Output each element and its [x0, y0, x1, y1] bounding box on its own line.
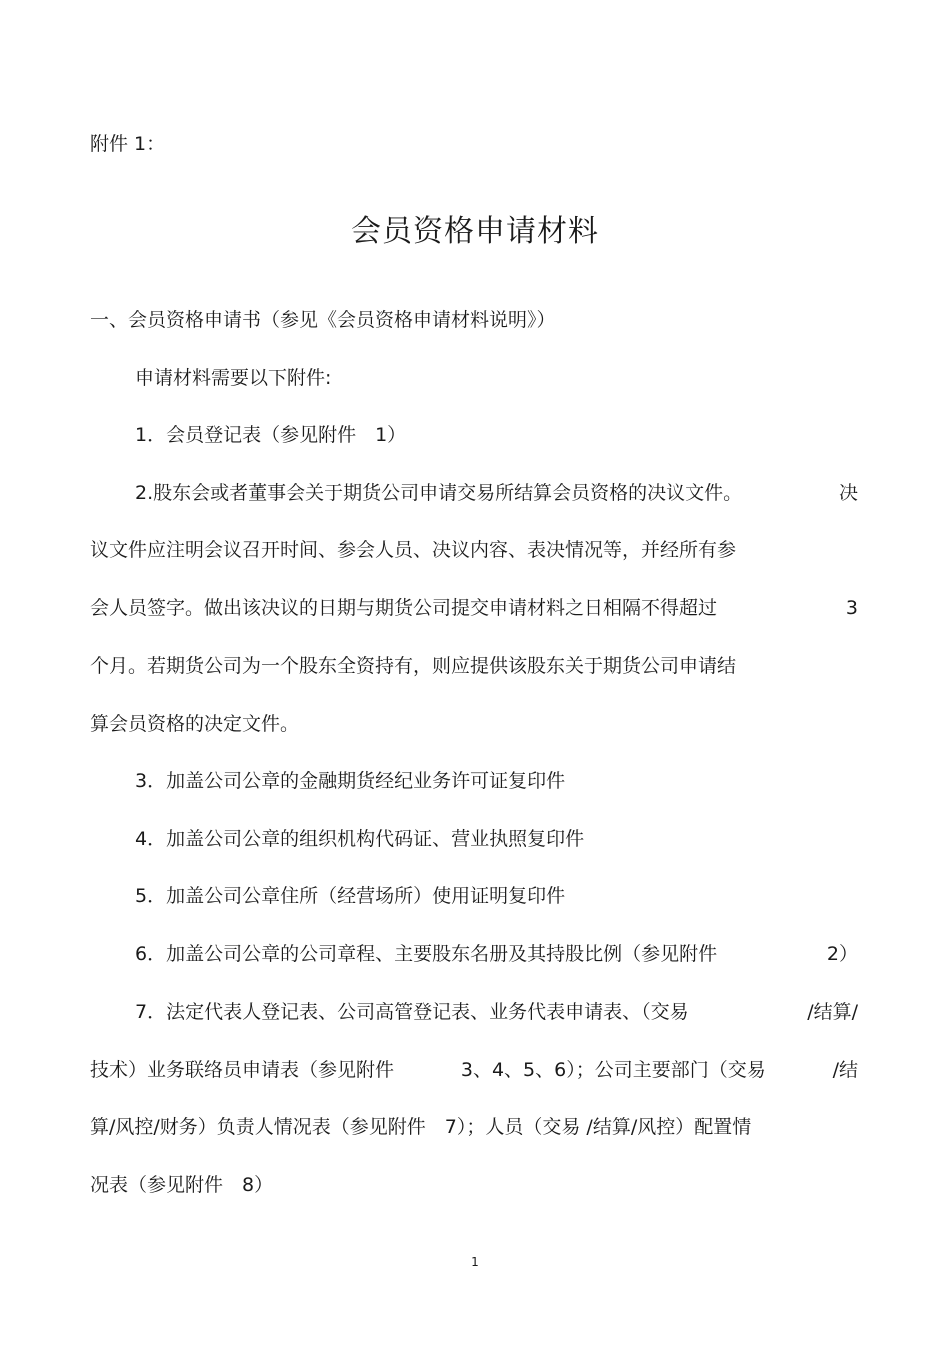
list-item-7-line-2-c: /结: [832, 1059, 858, 1081]
list-item-7-wrap: /结算/: [807, 1001, 858, 1023]
page-number: 1: [471, 1255, 479, 1269]
list-item-2-line-2: 议文件应注明会议召开时间、参会人员、决议内容、表决情况等，并经所有参: [90, 539, 737, 561]
list-item-2-line-4: 个月。若期货公司为一个股东全资持有，则应提供该股东关于期货公司申请结: [90, 655, 737, 677]
list-item-7-line-1: [135, 999, 858, 1025]
list-item-1: 1．会员登记表（参见附件 1）: [135, 424, 407, 446]
list-item-2-line-1: [135, 480, 858, 506]
list-item-7-line-3: 算/风控/财务）负责人情况表（参见附件 7）；人员（交易 /结算/风控）配置情: [90, 1116, 752, 1138]
intro-text: 申请材料需要以下附件:: [135, 367, 332, 389]
list-item-2-line-5: 算会员资格的决定文件。: [90, 713, 300, 735]
list-item-7-line-4: 况表（参见附件 8）: [90, 1174, 274, 1196]
list-item-6-ref: 2）: [826, 943, 858, 965]
list-item-2-line-3-text: 会人员签字。做出该决议的日期与期货公司提交申请材料之日相隔不得超过: [90, 597, 718, 619]
list-item-7-line-2-a: 技术）业务联络员申请表（参见附件: [90, 1059, 395, 1081]
list-item-3: 3．加盖公司公章的金融期货经纪业务许可证复印件: [135, 770, 566, 792]
attachment-label: 附件 1：: [90, 133, 166, 155]
list-item-6-text: 6．加盖公司公章的公司章程、主要股东名册及其持股比例（参见附件: [135, 943, 718, 965]
list-item-7-text: 7．法定代表人登记表、公司高管登记表、业务代表申请表、（交易: [135, 1001, 689, 1023]
list-item-5: 5．加盖公司公章住所（经营场所）使用证明复印件: [135, 885, 566, 907]
list-item-6: [135, 941, 858, 967]
list-item-2-wrap: 决: [838, 482, 858, 504]
list-item-4: 4．加盖公司公章的组织机构代码证、营业执照复印件: [135, 828, 585, 850]
section-1-heading: 一、会员资格申请书（参见《会员资格申请材料说明》）: [90, 309, 556, 331]
list-item-2-line-3: [90, 595, 858, 621]
list-item-7-line-2: [90, 1057, 858, 1083]
list-item-7-line-2-b: 3、4、5、6）；公司主要部门（交易: [460, 1059, 766, 1081]
document-title: 会员资格申请材料: [351, 214, 599, 249]
list-item-2-text: 2.股东会或者董事会关于期货公司申请交易所结算会员资格的决议文件。: [135, 482, 743, 504]
list-item-2-line-3-number: 3: [845, 597, 858, 619]
